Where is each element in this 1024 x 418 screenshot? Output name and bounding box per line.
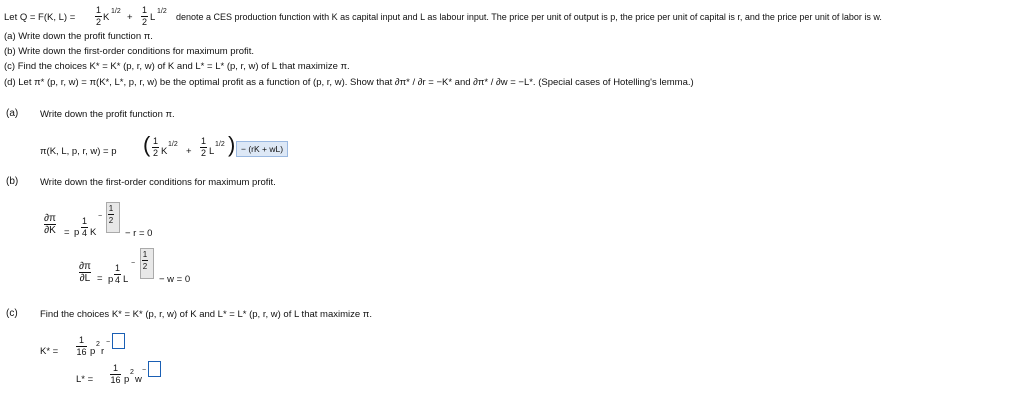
- plus-a: +: [186, 146, 192, 157]
- dpi-dk-fraction: ∂π ∂K: [44, 213, 56, 236]
- k-symbol: K: [161, 146, 168, 157]
- intro-left: Let Q = F(K, L) =: [4, 12, 76, 23]
- right-paren: ): [228, 132, 236, 157]
- eq-2: =: [97, 273, 103, 284]
- fraction-one-sixteen-l: 1 16: [110, 363, 121, 385]
- k-foc: K: [90, 227, 97, 238]
- section-b-prompt: Write down the first-order conditions for maximum profit.: [40, 177, 276, 188]
- l-term: L: [150, 12, 156, 23]
- part-c-text: (c) Find the choices K* = K* (p, r, w) of K and L* = L* (p, r, w) of L that maximize π.: [4, 61, 350, 72]
- fraction-half-k: 1 2: [95, 5, 101, 27]
- k-term: K: [103, 12, 110, 23]
- intro-right: denote a CES production function with K as capital input and L as labour input. The price per unit of output is p, the price per unit of capital is r, and the price per unit of labor is w.: [176, 12, 882, 22]
- left-paren: (: [143, 132, 151, 157]
- w-term: − w = 0: [159, 274, 191, 285]
- lstar-label: L* =: [76, 374, 94, 385]
- section-c-prompt: Find the choices K* = K* (p, r, w) of K and L* = L* (p, r, w) of L that maximize π.: [40, 309, 372, 320]
- profit-lhs: π(K, L, p, r, w) = p: [40, 146, 117, 157]
- answer-input-kstar[interactable]: [112, 333, 125, 349]
- w-var: w: [135, 374, 142, 385]
- r-var: r: [101, 346, 105, 357]
- answer-field-a[interactable]: − (rK + wL): [236, 141, 288, 157]
- k-exponent-a: 1/2: [168, 141, 178, 148]
- exp-fraction-2: 1 2: [142, 250, 148, 271]
- p-k: p: [90, 346, 96, 357]
- p-exp-k: 2: [96, 341, 100, 348]
- r-term: − r = 0: [125, 228, 153, 239]
- neg-exp-1: −: [98, 213, 103, 220]
- l-exponent-a: 1/2: [215, 141, 225, 148]
- p-1: p: [74, 227, 80, 238]
- part-d-text: (d) Let π* (p, r, w) = π(K*, L*, p, r, w) be the optimal profit as a function of (p, r, w). Show that ∂π* / ∂r = −K* and ∂π* / ∂w = −L*. (Special cases of Hotelling's lemma.): [4, 77, 694, 88]
- fraction-one-sixteen-k: 1 16: [76, 335, 87, 357]
- section-a-label: (a): [6, 108, 19, 119]
- fraction-quarter-2: 1 4: [114, 263, 120, 285]
- p-2: p: [108, 274, 114, 285]
- l-symbol: L: [209, 146, 215, 157]
- answer-input-lstar[interactable]: [148, 361, 161, 377]
- fraction-half-k2: 1 2: [152, 136, 158, 158]
- l-exponent: 1/2: [157, 8, 167, 15]
- l-foc: L: [123, 274, 129, 285]
- k-exponent: 1/2: [111, 8, 121, 15]
- exp-fraction-1: 1 2: [108, 204, 114, 225]
- p-exp-l: 2: [130, 369, 134, 376]
- fraction-quarter-1: 1 4: [81, 216, 87, 238]
- neg-k: −: [106, 339, 111, 346]
- part-b-text: (b) Write down the first-order conditions for maximum profit.: [4, 46, 255, 57]
- section-c-label: (c): [6, 308, 18, 319]
- section-a-prompt: Write down the profit function π.: [40, 109, 175, 120]
- p-l: p: [124, 374, 130, 385]
- part-a-text: (a) Write down the profit function π.: [4, 31, 153, 42]
- section-b-label: (b): [6, 176, 19, 187]
- fraction-half-l2: 1 2: [200, 136, 206, 158]
- fraction-half-l: 1 2: [141, 5, 147, 27]
- neg-l: −: [142, 367, 147, 374]
- neg-exp-2: −: [131, 260, 136, 267]
- eq-1: =: [64, 227, 70, 238]
- dpi-dl-fraction: ∂π ∂L: [79, 261, 91, 284]
- plus-sign: +: [127, 12, 133, 23]
- kstar-label: K* =: [40, 346, 59, 357]
